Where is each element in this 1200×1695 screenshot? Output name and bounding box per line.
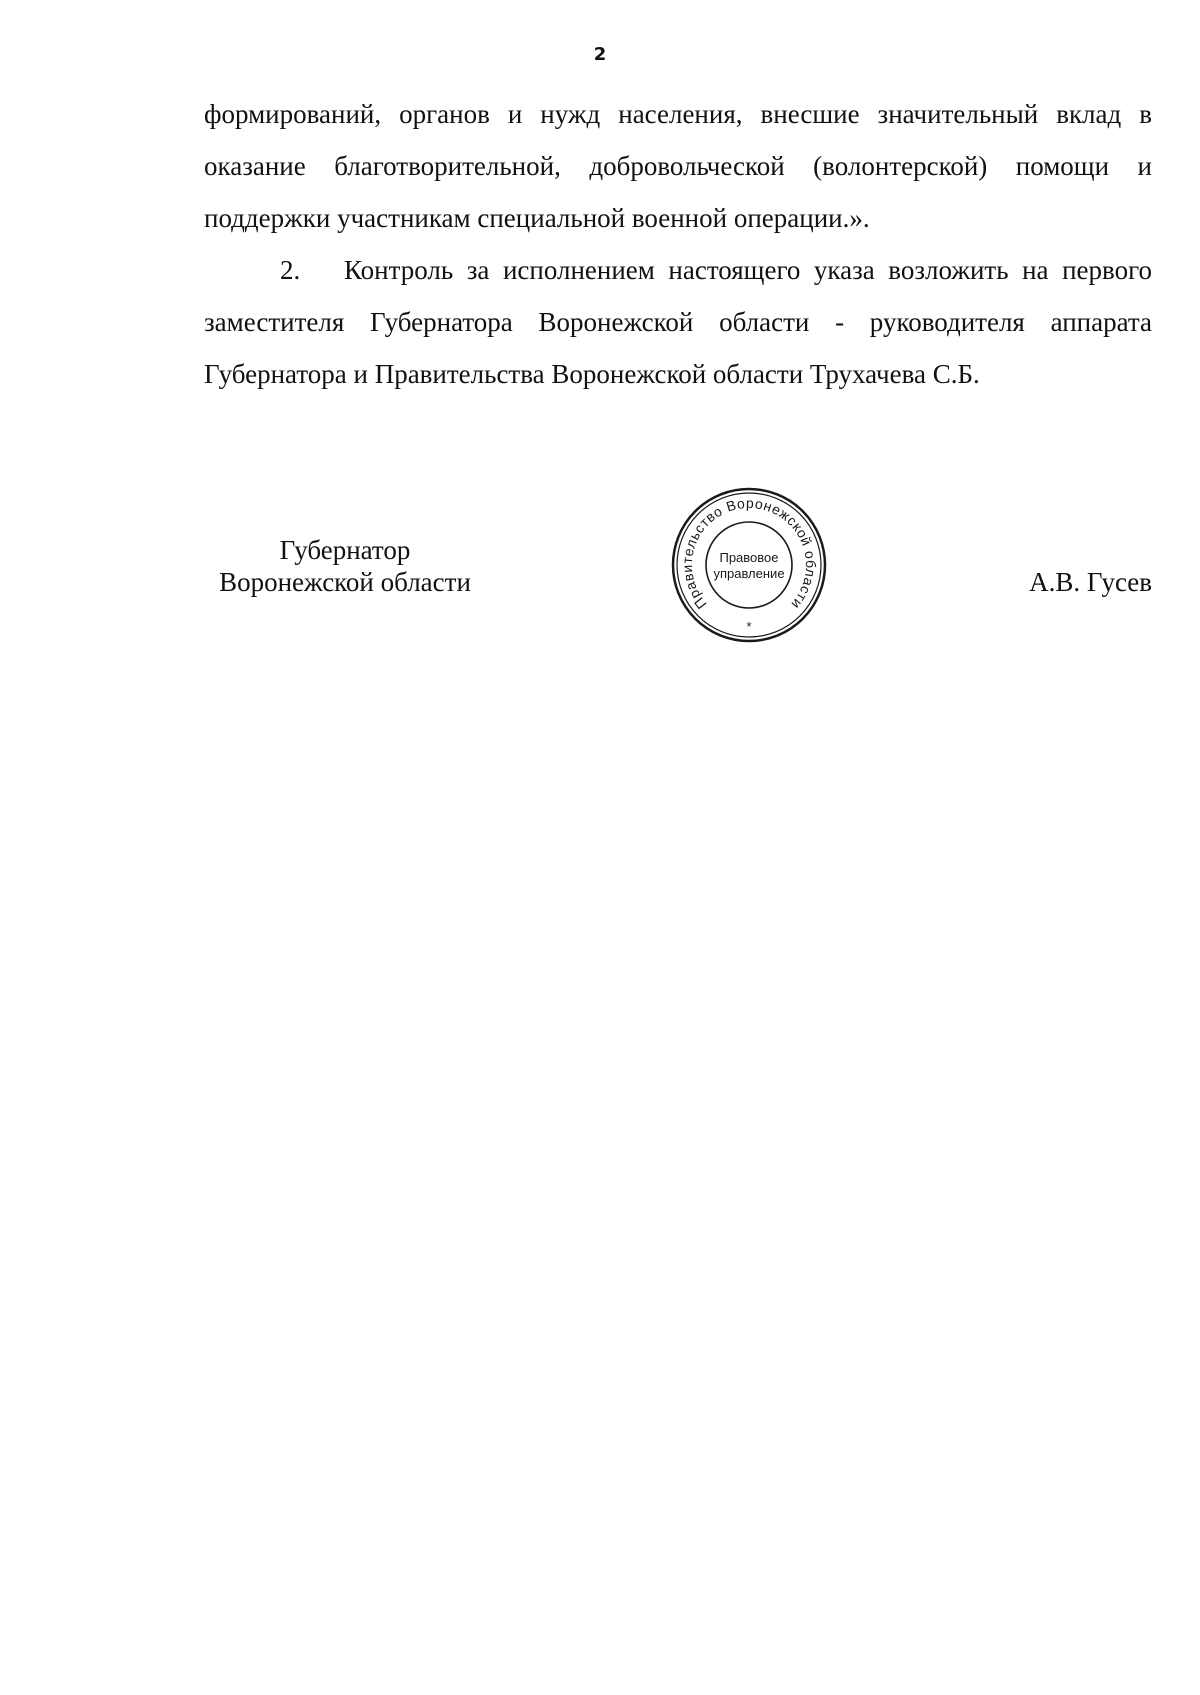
- stamp-inner-ring: [677, 493, 821, 637]
- stamp-center-line-1: Правовое: [719, 550, 779, 565]
- position-region: Воронежской области: [219, 567, 471, 597]
- official-stamp: [670, 486, 828, 644]
- stamp-center-ring: [706, 522, 792, 608]
- document-body: [204, 88, 1152, 400]
- paragraph-item-2: [204, 244, 1152, 400]
- stamp-center-line-2: управление: [713, 566, 785, 581]
- paragraph-continuation: формирований, органов и нужд населения, внесшие значительный вклад в оказание благотворительной, добровольческой (волонтерской) помощи и поддержки участникам специальной военной операции.».: [204, 99, 1152, 233]
- signatory-name: А.В. Гусев: [1029, 567, 1152, 597]
- stamp-star: *: [746, 619, 752, 634]
- page-number: 2: [593, 44, 607, 65]
- position-title: Губернатор: [279, 535, 411, 565]
- stamp-seal-image: [670, 486, 828, 644]
- signatory-position: [205, 534, 485, 598]
- item-number: 2.: [280, 255, 301, 285]
- stamp-ring-text: Правительство Воронежской области: [678, 494, 820, 613]
- item-text: Контроль за исполнением настоящего указа возложить на первого заместителя Губернатора Воронежской области - руководителя аппарата Губернатора и Правительства Воронежской области Трухачева С.Б.: [204, 255, 1152, 389]
